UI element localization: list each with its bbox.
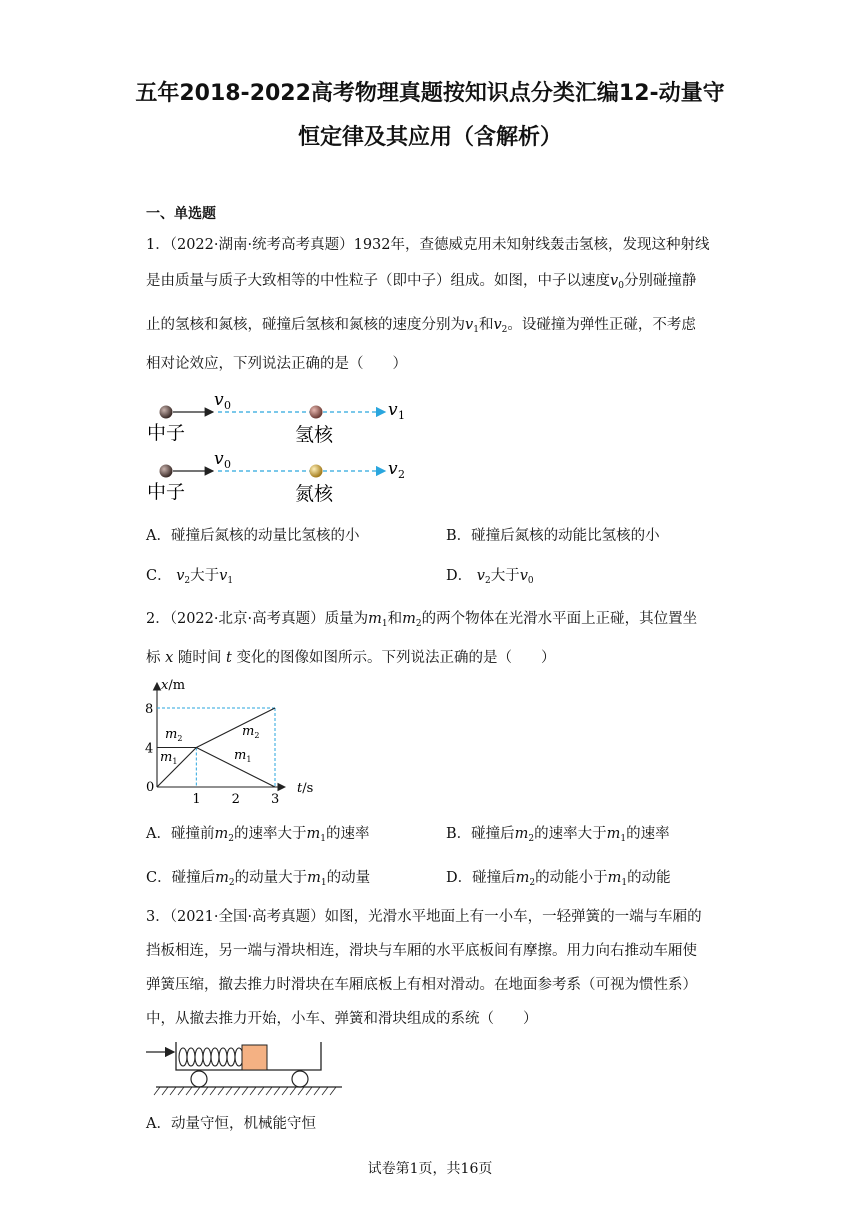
x-axis-label: t/s xyxy=(297,781,314,796)
slider-block xyxy=(242,1045,267,1070)
neutron-label-1: 中子 xyxy=(147,422,186,444)
x-tick-label: 3 xyxy=(271,792,280,805)
q2-line2: 标 x 随时间 t 变化的图像如图所示。下列说法正确的是（ ） xyxy=(146,650,556,666)
q1-figure xyxy=(140,390,430,510)
doc-title-line1: 五年2018-2022高考物理真题按知识点分类汇编12-动量守 xyxy=(135,81,725,106)
v2-sub: 2 xyxy=(398,468,405,481)
hydrogen-label: 氢核 xyxy=(295,424,334,446)
q2-option-d[interactable]: D．碰撞后$m_2$的动能小于$m_1$的动能 xyxy=(446,870,671,888)
q2-option-c[interactable]: C．碰撞后$m_2$的动量大于$m_1$的动量 xyxy=(146,870,371,888)
label-m1-after: $m_1$ xyxy=(234,748,252,764)
v0-sub-1: 0 xyxy=(224,399,231,412)
v1-label: v xyxy=(388,400,398,420)
q1-line1: 1．（2022·湖南·统考高考真题）1932年，查德威克用未知射线轰击氢核，发现这种射线 xyxy=(146,237,710,253)
y-tick-label: 8 xyxy=(145,702,154,717)
q1-line4: 相对论效应，下列说法正确的是（ ） xyxy=(146,356,407,372)
section-heading: 一、单选题 xyxy=(146,206,216,222)
page-footer: 试卷第1页，共16页 xyxy=(367,1161,493,1177)
label-m2-after: $m_2$ xyxy=(242,724,260,740)
ground-hatch xyxy=(154,1087,336,1095)
hydrogen-ball xyxy=(310,406,323,419)
y-tick-label: 4 xyxy=(145,741,154,757)
neutron-ball-2 xyxy=(160,465,173,478)
label-m2-before: $m_2$ xyxy=(165,727,183,743)
v0-sub-2: 0 xyxy=(224,458,231,471)
q3-line1: 3．（2021·全国·高考真题）如图，光滑水平地面上有一小车，一轻弹簧的一端与车厢的 xyxy=(146,909,702,925)
series-line-m2-3 xyxy=(196,708,275,748)
neutron-ball-1 xyxy=(160,406,173,419)
v1-sub: 1 xyxy=(398,409,405,422)
q1-option-b[interactable]: B．碰撞后氮核的动能比氢核的小 xyxy=(446,528,660,544)
nitrogen-label: 氮核 xyxy=(295,483,334,505)
spring xyxy=(179,1048,243,1066)
nitrogen-ball xyxy=(310,465,323,478)
v0-label-1: v xyxy=(214,390,224,410)
q2-option-a[interactable]: A．碰撞前$m_2$的速率大于$m_1$的速率 xyxy=(146,826,370,844)
doc-title-line2: 恒定律及其应用（含解析） xyxy=(297,125,562,150)
q1-option-c[interactable]: C． $v_2$大于$v_1$ xyxy=(146,568,234,586)
origin-label: 0 xyxy=(146,780,155,795)
q3-line4: 中，从撤去推力开始，小车、弹簧和滑块组成的系统（ ） xyxy=(146,1011,538,1027)
y-axis-label: x/m xyxy=(161,678,186,693)
q3-line3: 弹簧压缩，撤去推力时滑块在车厢底板上有相对滑动。在地面参考系（可视为惯性系） xyxy=(146,977,697,993)
q3-cart-figure xyxy=(144,1036,344,1100)
neutron-label-2: 中子 xyxy=(147,481,186,503)
label-m1-before: $m_1$ xyxy=(160,750,178,766)
q1-option-a[interactable]: A．碰撞后氮核的动量比氢核的小 xyxy=(146,528,360,544)
q1-line2: 是由质量与质子大致相等的中性粒子（即中子）组成。如图，中子以速度$v_0$分别碰撞静 xyxy=(146,273,697,291)
x-tick-label: 1 xyxy=(192,792,201,805)
q1-option-d[interactable]: D． $v_2$大于$v_0$ xyxy=(446,568,534,586)
xt-chart xyxy=(140,675,330,805)
q3-line2: 挡板相连，另一端与滑块相连，滑块与车厢的水平底板间有摩擦。用力向右推动车厢使 xyxy=(146,943,697,959)
wheel-left xyxy=(191,1071,207,1087)
x-tick-label: 2 xyxy=(231,792,240,805)
q2-line1: 2．（2022·北京·高考真题）质量为$m_1$和$m_2$的两个物体在光滑水平面上正碰，其位置坐 xyxy=(146,611,698,629)
wheel-right xyxy=(292,1071,308,1087)
v0-label-2: v xyxy=(214,449,224,469)
q3-option-a[interactable]: A．动量守恒，机械能守恒 xyxy=(146,1116,316,1132)
q1-line3: 止的氢核和氮核，碰撞后氢核和氮核的速度分别为$v_1$和$v_2$。设碰撞为弹性正碰，不考虑 xyxy=(146,317,696,335)
q2-option-b[interactable]: B．碰撞后$m_2$的速率大于$m_1$的速率 xyxy=(446,826,670,844)
v2-label: v xyxy=(388,459,398,479)
